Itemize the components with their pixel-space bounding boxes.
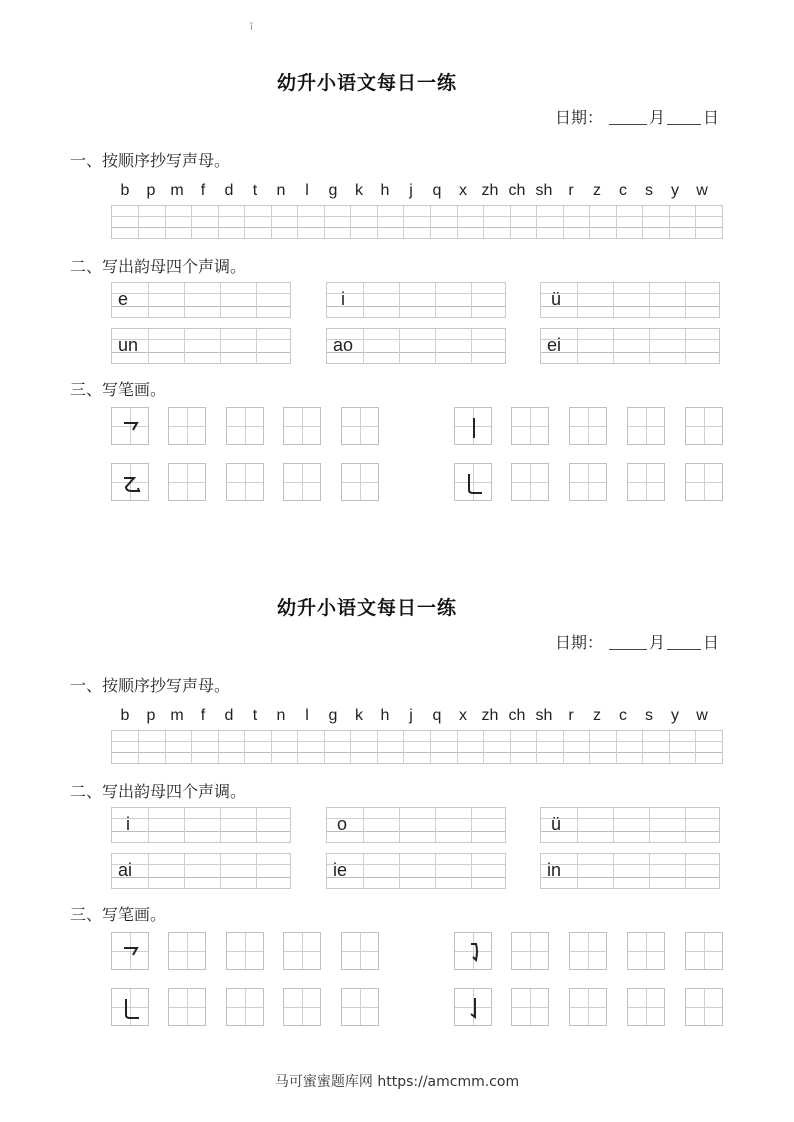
tian-grid[interactable] [111, 463, 149, 501]
vowel-label: in [547, 860, 562, 880]
worksheet-title: 幼升小语文每日一练 [277, 597, 458, 619]
vowel-tone-box[interactable] [326, 282, 506, 318]
tian-grid[interactable] [685, 463, 723, 501]
date-line [555, 630, 719, 653]
initial-letter: ch [508, 707, 526, 724]
initial-letter: x [459, 182, 467, 199]
vowel-label: ai [118, 860, 133, 880]
vowel-label: i [341, 289, 345, 309]
section-initials-heading: 一、按顺序抄写声母。 [70, 676, 231, 695]
tian-grid[interactable] [341, 463, 379, 501]
initial-letter: zh [481, 182, 499, 199]
tian-grid[interactable] [627, 407, 665, 445]
vowel-label: ü [551, 289, 562, 309]
section-vowels-heading: 二、写出韵母四个声调。 [70, 257, 247, 276]
initial-letter: w [696, 707, 708, 724]
vowel-label: un [118, 335, 139, 355]
vowel-label: o [337, 814, 348, 834]
tian-grid[interactable] [168, 988, 206, 1026]
vowel-label: ie [333, 860, 348, 880]
tian-grid[interactable] [283, 407, 321, 445]
initial-letter: y [671, 182, 679, 199]
initials-writing-grid[interactable] [111, 730, 723, 764]
tian-grid[interactable] [627, 988, 665, 1026]
initial-letter: r [568, 707, 574, 724]
tian-grid[interactable] [511, 463, 549, 501]
vowel-label: e [118, 289, 129, 309]
day-label: 日 [703, 108, 720, 127]
tian-grid[interactable] [627, 932, 665, 970]
shu-icon [455, 408, 493, 446]
tian-grid[interactable] [226, 407, 264, 445]
section-initials-heading: 一、按顺序抄写声母。 [70, 151, 231, 170]
initial-letter: s [645, 707, 653, 724]
tian-grid[interactable] [569, 932, 607, 970]
initial-letter: f [200, 707, 206, 724]
vowel-tone-box[interactable] [111, 807, 291, 843]
tian-grid[interactable] [341, 988, 379, 1026]
vowel-label: i [126, 814, 130, 834]
tian-grid[interactable] [569, 988, 607, 1026]
initial-letter: b [120, 182, 130, 199]
shu-gou-icon [455, 989, 493, 1027]
tian-grid[interactable] [168, 407, 206, 445]
initial-letter: d [224, 707, 234, 724]
initial-letter: p [146, 182, 156, 199]
initial-letter: j [409, 707, 413, 724]
shu-wan-icon [112, 989, 150, 1027]
initial-letter: r [568, 182, 574, 199]
vowel-tone-box[interactable] [111, 282, 291, 318]
footer-watermark: 马可蜜蜜题库网 https://amcmm.com [274, 1074, 520, 1090]
initial-letter: q [432, 707, 442, 724]
initial-letter: k [355, 182, 363, 199]
initial-letter: c [619, 182, 627, 199]
initial-letter: q [432, 182, 442, 199]
initial-letter: w [696, 182, 708, 199]
tian-grid[interactable] [685, 407, 723, 445]
section-strokes-heading: 三、写笔画。 [70, 905, 167, 924]
date-label: 日期： [555, 108, 604, 127]
initials-row [112, 182, 723, 200]
initial-letter: n [276, 182, 286, 199]
vowel-tone-box[interactable] [540, 328, 720, 364]
tian-grid[interactable] [627, 463, 665, 501]
initial-letter: m [170, 182, 184, 199]
day-blank[interactable] [667, 124, 701, 125]
tian-grid[interactable] [341, 407, 379, 445]
date-line [555, 105, 719, 128]
tian-grid[interactable] [111, 932, 149, 970]
initial-letter: f [200, 182, 206, 199]
heng-zhe-icon [112, 933, 150, 971]
initial-letter: n [276, 707, 286, 724]
initial-letter: g [328, 707, 338, 724]
initial-letter: b [120, 707, 130, 724]
vowel-label: ei [547, 335, 562, 355]
month-blank[interactable] [609, 649, 647, 650]
initials-writing-grid[interactable] [111, 205, 723, 239]
initial-letter: sh [535, 182, 553, 199]
month-label: 月 [649, 108, 666, 127]
vowel-tone-box[interactable] [111, 328, 291, 364]
initial-letter: g [328, 182, 338, 199]
tian-grid[interactable] [168, 463, 206, 501]
initial-letter: t [252, 182, 258, 199]
tian-grid[interactable] [511, 407, 549, 445]
initial-letter: k [355, 707, 363, 724]
initial-letter: x [459, 707, 467, 724]
tian-grid[interactable] [454, 463, 492, 501]
heng-zhe-wan-gou-icon [112, 464, 150, 502]
tian-grid[interactable] [111, 988, 149, 1026]
tian-grid[interactable] [454, 988, 492, 1026]
initial-letter: c [619, 707, 627, 724]
worksheet-2 [0, 525, 794, 1045]
initial-letter: t [252, 707, 258, 724]
heng-zhe-icon [112, 408, 150, 446]
section-strokes-heading: 三、写笔画。 [70, 380, 167, 399]
vowel-tone-box[interactable] [326, 807, 506, 843]
initial-letter: l [305, 707, 309, 724]
initial-letter: p [146, 707, 156, 724]
initial-letter: l [305, 182, 309, 199]
heng-zhe-gou-icon [455, 933, 493, 971]
tian-grid[interactable] [111, 407, 149, 445]
tian-grid[interactable] [226, 932, 264, 970]
initials-row [112, 707, 723, 725]
tian-grid[interactable] [226, 988, 264, 1026]
initial-letter: m [170, 707, 184, 724]
tian-grid[interactable] [168, 932, 206, 970]
initial-letter: z [593, 707, 601, 724]
tian-grid[interactable] [283, 988, 321, 1026]
vowel-tone-box[interactable] [326, 853, 506, 889]
vowel-tone-box[interactable] [111, 853, 291, 889]
initial-letter: y [671, 707, 679, 724]
tian-grid[interactable] [283, 463, 321, 501]
initial-letter: d [224, 182, 234, 199]
vowel-label: ao [333, 335, 354, 355]
initial-letter: h [380, 707, 390, 724]
initial-letter: j [409, 182, 413, 199]
vowel-tone-box[interactable] [326, 328, 506, 364]
shu-wan-icon [455, 464, 493, 502]
tian-grid[interactable] [454, 407, 492, 445]
tian-grid[interactable] [685, 988, 723, 1026]
initial-letter: ch [508, 182, 526, 199]
day-blank[interactable] [667, 649, 701, 650]
tian-grid[interactable] [511, 988, 549, 1026]
worksheet-title: 幼升小语文每日一练 [277, 72, 458, 94]
tian-grid[interactable] [511, 932, 549, 970]
vowel-tone-box[interactable] [540, 807, 720, 843]
section-vowels-heading: 二、写出韵母四个声调。 [70, 782, 247, 801]
initial-letter: s [645, 182, 653, 199]
date-label: 日期： [555, 633, 604, 652]
tian-grid[interactable] [283, 932, 321, 970]
initial-letter: z [593, 182, 601, 199]
tian-grid[interactable] [685, 932, 723, 970]
tian-grid[interactable] [226, 463, 264, 501]
initial-letter: sh [535, 707, 553, 724]
initial-letter: zh [481, 707, 499, 724]
worksheet-1 [0, 0, 794, 540]
vowel-tone-box[interactable] [540, 853, 720, 889]
tian-grid[interactable] [569, 407, 607, 445]
initial-letter: h [380, 182, 390, 199]
month-blank[interactable] [609, 124, 647, 125]
tian-grid[interactable] [454, 932, 492, 970]
month-label: 月 [649, 633, 666, 652]
tian-grid[interactable] [341, 932, 379, 970]
corner-mark: ı̃ [250, 22, 253, 33]
vowel-tone-box[interactable] [540, 282, 720, 318]
day-label: 日 [703, 633, 720, 652]
vowel-label: ü [551, 814, 562, 834]
tian-grid[interactable] [569, 463, 607, 501]
